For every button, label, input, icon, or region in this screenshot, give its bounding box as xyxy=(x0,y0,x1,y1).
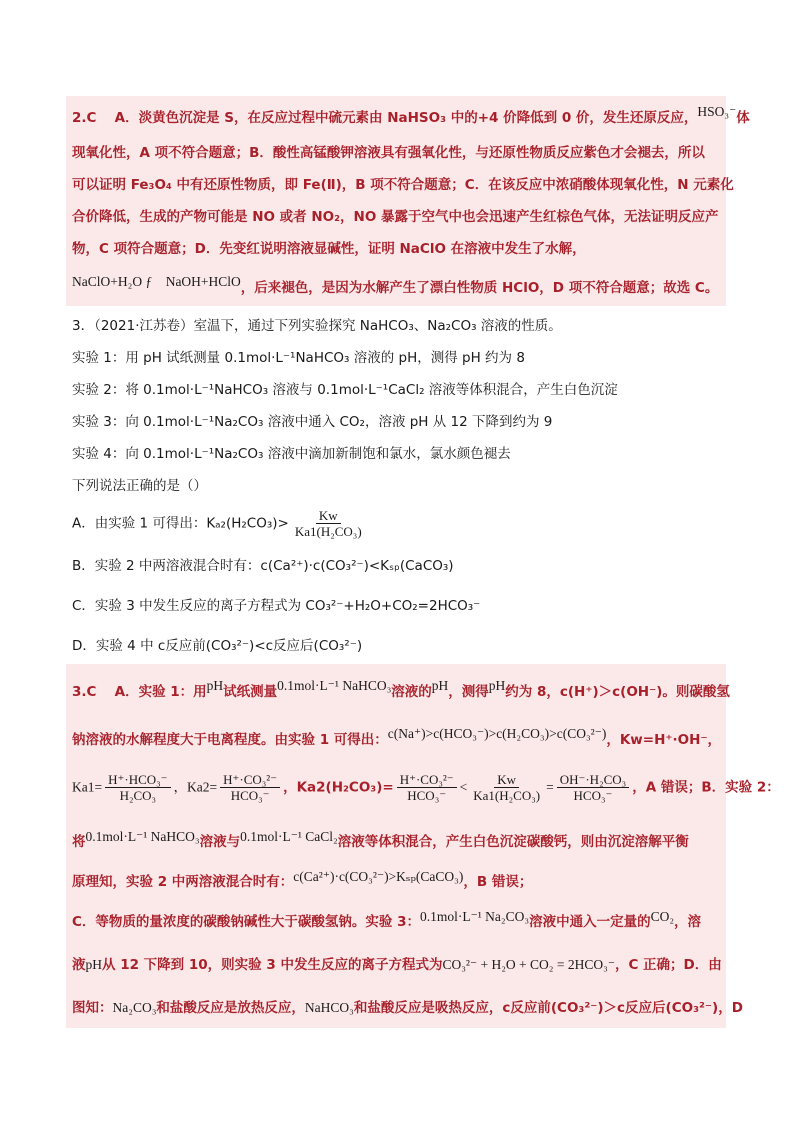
answer-2-line-4: 合价降低，生成的产物可能是 NO 或者 NO₂，NO 暴露于空气中也会迅速产生红棕色气体，无法证明反应产 xyxy=(72,209,719,225)
kh-fraction: $\frac{Kw}{\text{Ka1(H₂CO₃)}}$ xyxy=(473,772,541,803)
ka2-fraction: $\frac{\text{H⁺·CO₃²⁻}}{\text{HCO₃⁻}}$ xyxy=(220,772,280,803)
answer-2-text: 2.C A．淡黄色沉淀是 S，在反应过程中硫元素由 NaHSO₃ 中的+4 价降低到 0 价，发生还原反应， xyxy=(72,110,698,126)
answer-2-line-5: 物，C 项符合题意；D．先变红说明溶液显碱性，证明 NaClO 在溶液中发生了水解， xyxy=(72,241,586,257)
question-3-ask: 下列说法正确的是（） xyxy=(72,478,207,494)
answer-3-line-2: 钠溶液的水解程度大于电离程度。由实验 1 可得出：c(Na⁺)>c(HCO₃⁻)>c(H₂CO₃)>c(CO₃²⁻)，Kw=H⁺·OH⁻， xyxy=(72,726,722,748)
experiment-1: 实验 1：用 pH 试纸测量 0.1mol·L⁻¹NaHCO₃ 溶液的 pH，测得 pH 约为 8 xyxy=(72,350,525,366)
ionic-equation: CO₃²⁻ + H₂O + CO₂ = 2HCO₃⁻ xyxy=(442,957,615,972)
question-3-stem: 3．（2021·江苏卷）室温下，通过下列实验探究 NaHCO₃、Na₂CO₃ 溶液的性质。 xyxy=(72,318,562,334)
concentration-order: c(Na⁺)>c(HCO₃⁻)>c(H₂CO₃)>c(CO₃²⁻) xyxy=(387,726,607,741)
hydrolysis-equation: NaClO+H₂O ƒ NaOH+HClO xyxy=(72,274,241,289)
hso3-ion: HSO₃⁻ xyxy=(697,104,737,119)
kh-expression: $\frac{\text{OH⁻·H₂CO₃}}{\text{HCO₃⁻}}$ xyxy=(557,772,629,803)
experiment-2: 实验 2：将 0.1mol·L⁻¹NaHCO₃ 溶液与 0.1mol·L⁻¹CaCl₂ 溶液等体积混合，产生白色沉淀 xyxy=(72,382,618,398)
option-b: B．实验 2 中两溶液混合时有：c(Ca²⁺)·c(CO₃²⁻)<Kₛₚ(CaCO₃) xyxy=(72,558,454,574)
answer-3-line-1: 3.C A．实验 1：用pH试纸测量0.1mol·L⁻¹ NaHCO₃溶液的pH，测得pH约为 8，c(H⁺)＞c(OH⁻)。则碳酸氢 xyxy=(72,678,730,700)
answer-2-line-1 xyxy=(72,104,750,128)
answer-2-text: ，后来褪色，是因为水解产生了漂白性物质 HClO，D 项不符合题意；故选 C。 xyxy=(240,280,719,296)
option-a-fraction: $\frac{Kw}{\text{Ka1(H₂CO₃)}}$ xyxy=(294,508,362,539)
answer-3-line-5: 原理知，实验 2 中两溶液混合时有：c(Ca²⁺)·c(CO₃²⁻)>Kₛₚ(CaCO₃)，B 错误； xyxy=(72,869,533,890)
experiment-4: 实验 4：向 0.1mol·L⁻¹Na₂CO₃ 溶液中滴加新制饱和氯水，氯水颜色褪去 xyxy=(72,446,511,462)
answer-3-line-8: 图知：Na₂CO₃和盐酸反应是放热反应，NaHCO₃和盐酸反应是吸热反应，c反应前(CO₃²⁻)＞c反应后(CO₃²⁻)，D xyxy=(72,1000,743,1016)
answer-2-line-3: 可以证明 Fe₃O₄ 中有还原性物质，即 Fe(Ⅱ)，B 项不符合题意；C．在该反应中浓硝酸体现氧化性，N 元素化 xyxy=(72,177,734,193)
option-a xyxy=(72,508,368,539)
experiment-3: 实验 3：向 0.1mol·L⁻¹Na₂CO₃ 溶液中通入 CO₂，溶液 pH 从 12 下降到约为 9 xyxy=(72,414,553,430)
option-c: C．实验 3 中发生反应的离子方程式为 CO₃²⁻+H₂O+CO₂=2HCO₃⁻ xyxy=(72,598,481,614)
ka2-expression: $\frac{\text{H⁺·CO₃²⁻}}{\text{HCO₃⁻}}$ xyxy=(397,772,457,803)
option-a-text: A．由实验 1 可得出：Kₐ₂(H₂CO₃)> xyxy=(72,515,289,532)
answer-3-line-4: 将0.1mol·L⁻¹ NaHCO₃溶液与0.1mol·L⁻¹ CaCl₂溶液等体积混合，产生白色沉淀碳酸钙，则由沉淀溶解平衡 xyxy=(72,829,689,850)
answer-3-line-7: 液pH从 12 下降到 10，则实验 3 中发生反应的离子方程式为CO₃²⁻ + H₂O + CO₂ = 2HCO₃⁻，C 正确；D．由 xyxy=(72,957,722,973)
answer-3-line-6: C．等物质的量浓度的碳酸钠碱性大于碳酸氢钠。实验 3：0.1mol·L⁻¹ Na₂CO₃溶液中通入一定量的CO₂，溶 xyxy=(72,909,702,930)
answer-2-line-6 xyxy=(72,274,719,298)
ka1-fraction: $\frac{\text{H⁺·HCO₃⁻}}{\text{H₂CO₃}}$ xyxy=(105,772,170,803)
answer-2-line-2: 现氧化性，A 项不符合题意；B．酸性高锰酸钾溶液具有强氧化性，与还原性物质反应紫色才会褪去，所以 xyxy=(72,145,705,161)
answer-3-line-3: Ka1= $\frac{\text{H⁺·HCO₃⁻}}{\text{H₂CO₃}}$ ，Ka2= $\frac{\text{H⁺·CO₃²⁻}}{\text{HCO₃⁻}}$ ，Ka2(H₂CO₃)= $\frac{\text{H⁺·CO₃²⁻}}{\text{HCO₃⁻}}$ < $\frac{Kw}{\text{Ka1(H₂CO₃)}}$ = $\frac{\text{OH⁻·H₂CO₃}}{\text{HCO₃⁻}}$ ，A 错误；B．实验 2： xyxy=(72,772,780,803)
ion-product: c(Ca²⁺)·c(CO₃²⁻)>Kₛₚ(CaCO₃) xyxy=(293,869,464,884)
answer-2-text: 体 xyxy=(736,110,750,126)
option-d: D．实验 4 中 c反应前(CO₃²⁻)<c反应后(CO₃²⁻) xyxy=(72,638,363,654)
